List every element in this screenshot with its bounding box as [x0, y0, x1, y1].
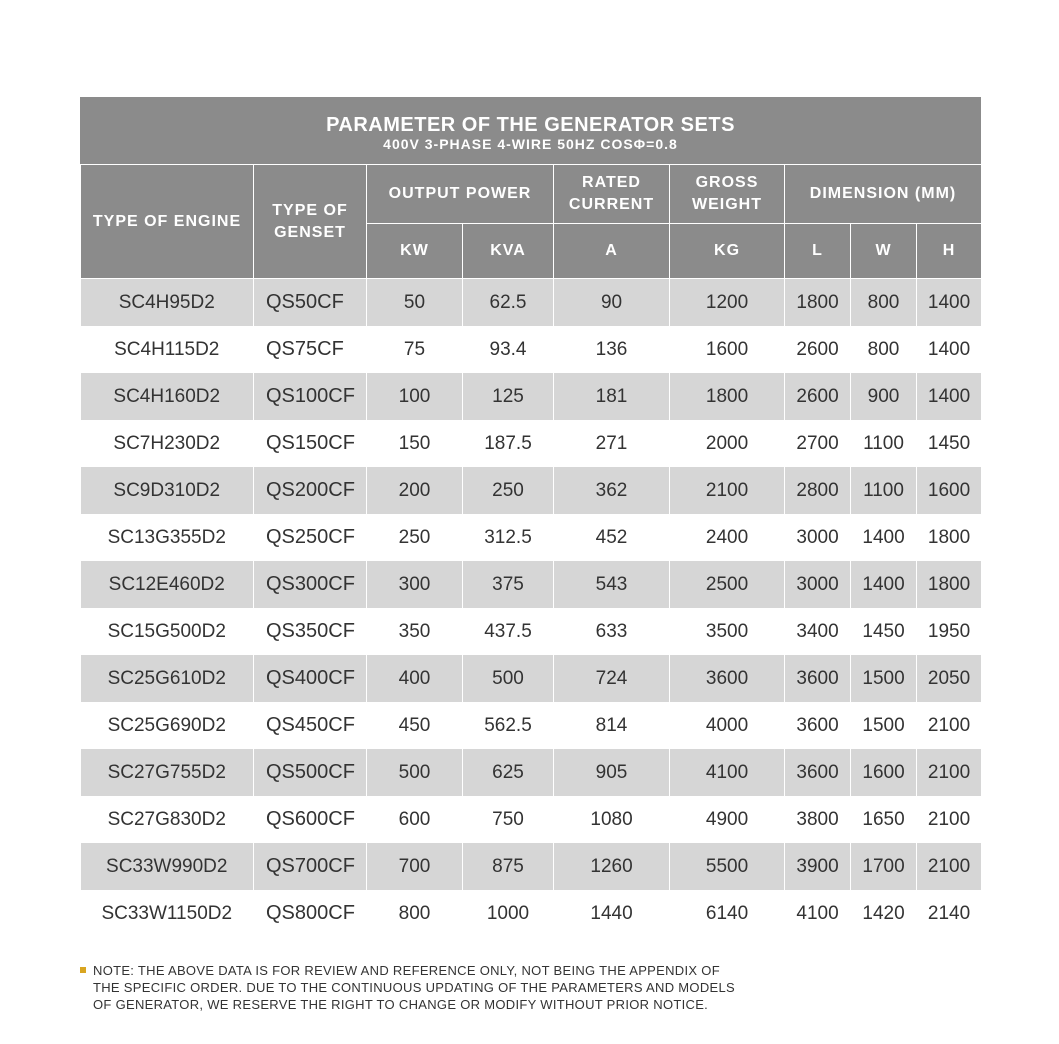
- current-cell: 543: [554, 561, 670, 608]
- engine-cell: SC12E460D2: [81, 561, 254, 608]
- kw-cell: 400: [367, 655, 463, 702]
- genset-cell: QS450CF: [254, 702, 367, 749]
- note-line: OF GENERATOR, WE RESERVE THE RIGHT TO CHANGE OR MODIFY WITHOUT PRIOR NOTICE.: [93, 997, 709, 1012]
- disclaimer-note: [80, 962, 840, 1013]
- header-type-of-genset: TYPE OF GENSET: [254, 165, 367, 279]
- kva-cell: 562.5: [463, 702, 554, 749]
- engine-cell: SC33W1150D2: [81, 890, 254, 937]
- table-row: [81, 279, 982, 327]
- genset-cell: QS600CF: [254, 796, 367, 843]
- height-cell: 2050: [917, 655, 982, 702]
- kw-cell: 200: [367, 467, 463, 514]
- height-cell: 1950: [917, 608, 982, 655]
- kva-cell: 93.4: [463, 326, 554, 373]
- genset-cell: QS300CF: [254, 561, 367, 608]
- width-cell: 800: [851, 279, 917, 327]
- length-cell: 2700: [785, 420, 851, 467]
- table-row: [81, 749, 982, 796]
- header-a: A: [554, 224, 670, 279]
- kw-cell: 350: [367, 608, 463, 655]
- header-dimension: DIMENSION (MM): [785, 165, 982, 224]
- kva-cell: 1000: [463, 890, 554, 937]
- engine-cell: SC27G755D2: [81, 749, 254, 796]
- height-cell: 2100: [917, 796, 982, 843]
- width-cell: 1420: [851, 890, 917, 937]
- table-subtitle: 400V 3-PHASE 4-WIRE 50HZ COSΦ=0.8: [383, 136, 678, 152]
- kva-cell: 312.5: [463, 514, 554, 561]
- kw-cell: 800: [367, 890, 463, 937]
- height-cell: 2100: [917, 843, 982, 890]
- height-cell: 1800: [917, 514, 982, 561]
- width-cell: 1400: [851, 514, 917, 561]
- weight-cell: 4100: [670, 749, 785, 796]
- header-l: L: [785, 224, 851, 279]
- height-cell: 1600: [917, 467, 982, 514]
- kva-cell: 375: [463, 561, 554, 608]
- length-cell: 2800: [785, 467, 851, 514]
- length-cell: 3600: [785, 749, 851, 796]
- height-cell: 2100: [917, 702, 982, 749]
- width-cell: 1100: [851, 420, 917, 467]
- height-cell: 2140: [917, 890, 982, 937]
- weight-cell: 2400: [670, 514, 785, 561]
- length-cell: 3400: [785, 608, 851, 655]
- table-row: [81, 796, 982, 843]
- engine-cell: SC7H230D2: [81, 420, 254, 467]
- genset-cell: QS250CF: [254, 514, 367, 561]
- weight-cell: 2000: [670, 420, 785, 467]
- kva-cell: 875: [463, 843, 554, 890]
- table-row: [81, 420, 982, 467]
- table-row: [81, 561, 982, 608]
- current-cell: 90: [554, 279, 670, 327]
- kw-cell: 100: [367, 373, 463, 420]
- kw-cell: 50: [367, 279, 463, 327]
- weight-cell: 1600: [670, 326, 785, 373]
- note-bullet-icon: [80, 967, 86, 973]
- generator-spec-table: [80, 97, 981, 937]
- width-cell: 1700: [851, 843, 917, 890]
- engine-cell: SC4H115D2: [81, 326, 254, 373]
- current-cell: 136: [554, 326, 670, 373]
- length-cell: 3000: [785, 514, 851, 561]
- kva-cell: 125: [463, 373, 554, 420]
- current-cell: 724: [554, 655, 670, 702]
- header-kw: KW: [367, 224, 463, 279]
- current-cell: 271: [554, 420, 670, 467]
- table-row: [81, 326, 982, 373]
- weight-cell: 4900: [670, 796, 785, 843]
- table-row: [81, 843, 982, 890]
- kw-cell: 600: [367, 796, 463, 843]
- kva-cell: 62.5: [463, 279, 554, 327]
- table-row: [81, 514, 982, 561]
- engine-cell: SC25G690D2: [81, 702, 254, 749]
- table-row: [81, 890, 982, 937]
- parameter-table: [80, 164, 982, 937]
- kva-cell: 187.5: [463, 420, 554, 467]
- length-cell: 3000: [785, 561, 851, 608]
- kva-cell: 625: [463, 749, 554, 796]
- height-cell: 1400: [917, 373, 982, 420]
- genset-cell: QS350CF: [254, 608, 367, 655]
- width-cell: 1450: [851, 608, 917, 655]
- header-kva: KVA: [463, 224, 554, 279]
- current-cell: 1260: [554, 843, 670, 890]
- genset-cell: QS800CF: [254, 890, 367, 937]
- width-cell: 1400: [851, 561, 917, 608]
- length-cell: 1800: [785, 279, 851, 327]
- height-cell: 1400: [917, 326, 982, 373]
- header-kg: KG: [670, 224, 785, 279]
- engine-cell: SC33W990D2: [81, 843, 254, 890]
- engine-cell: SC27G830D2: [81, 796, 254, 843]
- width-cell: 1100: [851, 467, 917, 514]
- weight-cell: 2100: [670, 467, 785, 514]
- engine-cell: SC4H95D2: [81, 279, 254, 327]
- current-cell: 1440: [554, 890, 670, 937]
- kw-cell: 300: [367, 561, 463, 608]
- length-cell: 3800: [785, 796, 851, 843]
- current-cell: 1080: [554, 796, 670, 843]
- engine-cell: SC25G610D2: [81, 655, 254, 702]
- header-gross-weight: GROSS WEIGHT: [670, 165, 785, 224]
- note-line: NOTE: THE ABOVE DATA IS FOR REVIEW AND REFERENCE ONLY, NOT BEING THE APPENDIX OF: [93, 963, 720, 978]
- width-cell: 1600: [851, 749, 917, 796]
- kva-cell: 750: [463, 796, 554, 843]
- note-line: THE SPECIFIC ORDER. DUE TO THE CONTINUOUS UPDATING OF THE PARAMETERS AND MODELS: [93, 980, 735, 995]
- width-cell: 900: [851, 373, 917, 420]
- length-cell: 3600: [785, 655, 851, 702]
- genset-cell: QS700CF: [254, 843, 367, 890]
- length-cell: 2600: [785, 373, 851, 420]
- width-cell: 1500: [851, 702, 917, 749]
- genset-cell: QS400CF: [254, 655, 367, 702]
- header-output-power: OUTPUT POWER: [367, 165, 554, 224]
- current-cell: 362: [554, 467, 670, 514]
- genset-cell: QS100CF: [254, 373, 367, 420]
- kw-cell: 500: [367, 749, 463, 796]
- current-cell: 452: [554, 514, 670, 561]
- table-title: PARAMETER OF THE GENERATOR SETS: [326, 114, 735, 136]
- current-cell: 814: [554, 702, 670, 749]
- width-cell: 800: [851, 326, 917, 373]
- table-row: [81, 655, 982, 702]
- table-row: [81, 608, 982, 655]
- length-cell: 2600: [785, 326, 851, 373]
- kw-cell: 150: [367, 420, 463, 467]
- engine-cell: SC13G355D2: [81, 514, 254, 561]
- table-row: [81, 373, 982, 420]
- engine-cell: SC9D310D2: [81, 467, 254, 514]
- length-cell: 4100: [785, 890, 851, 937]
- weight-cell: 1200: [670, 279, 785, 327]
- current-cell: 905: [554, 749, 670, 796]
- genset-cell: QS500CF: [254, 749, 367, 796]
- table-body: [81, 279, 982, 938]
- kw-cell: 250: [367, 514, 463, 561]
- weight-cell: 3600: [670, 655, 785, 702]
- genset-cell: QS50CF: [254, 279, 367, 327]
- height-cell: 1400: [917, 279, 982, 327]
- weight-cell: 1800: [670, 373, 785, 420]
- height-cell: 2100: [917, 749, 982, 796]
- length-cell: 3900: [785, 843, 851, 890]
- kw-cell: 75: [367, 326, 463, 373]
- length-cell: 3600: [785, 702, 851, 749]
- weight-cell: 4000: [670, 702, 785, 749]
- kw-cell: 700: [367, 843, 463, 890]
- current-cell: 633: [554, 608, 670, 655]
- height-cell: 1800: [917, 561, 982, 608]
- weight-cell: 5500: [670, 843, 785, 890]
- header-w: W: [851, 224, 917, 279]
- kva-cell: 250: [463, 467, 554, 514]
- header-rated-current: RATED CURRENT: [554, 165, 670, 224]
- table-row: [81, 467, 982, 514]
- kva-cell: 500: [463, 655, 554, 702]
- genset-cell: QS200CF: [254, 467, 367, 514]
- engine-cell: SC15G500D2: [81, 608, 254, 655]
- height-cell: 1450: [917, 420, 982, 467]
- kw-cell: 450: [367, 702, 463, 749]
- weight-cell: 6140: [670, 890, 785, 937]
- header-h: H: [917, 224, 982, 279]
- table-row: [81, 702, 982, 749]
- genset-cell: QS150CF: [254, 420, 367, 467]
- engine-cell: SC4H160D2: [81, 373, 254, 420]
- genset-cell: QS75CF: [254, 326, 367, 373]
- weight-cell: 3500: [670, 608, 785, 655]
- header-type-of-engine: TYPE OF ENGINE: [81, 165, 254, 279]
- width-cell: 1500: [851, 655, 917, 702]
- kva-cell: 437.5: [463, 608, 554, 655]
- table-title-block: [80, 97, 981, 164]
- current-cell: 181: [554, 373, 670, 420]
- weight-cell: 2500: [670, 561, 785, 608]
- width-cell: 1650: [851, 796, 917, 843]
